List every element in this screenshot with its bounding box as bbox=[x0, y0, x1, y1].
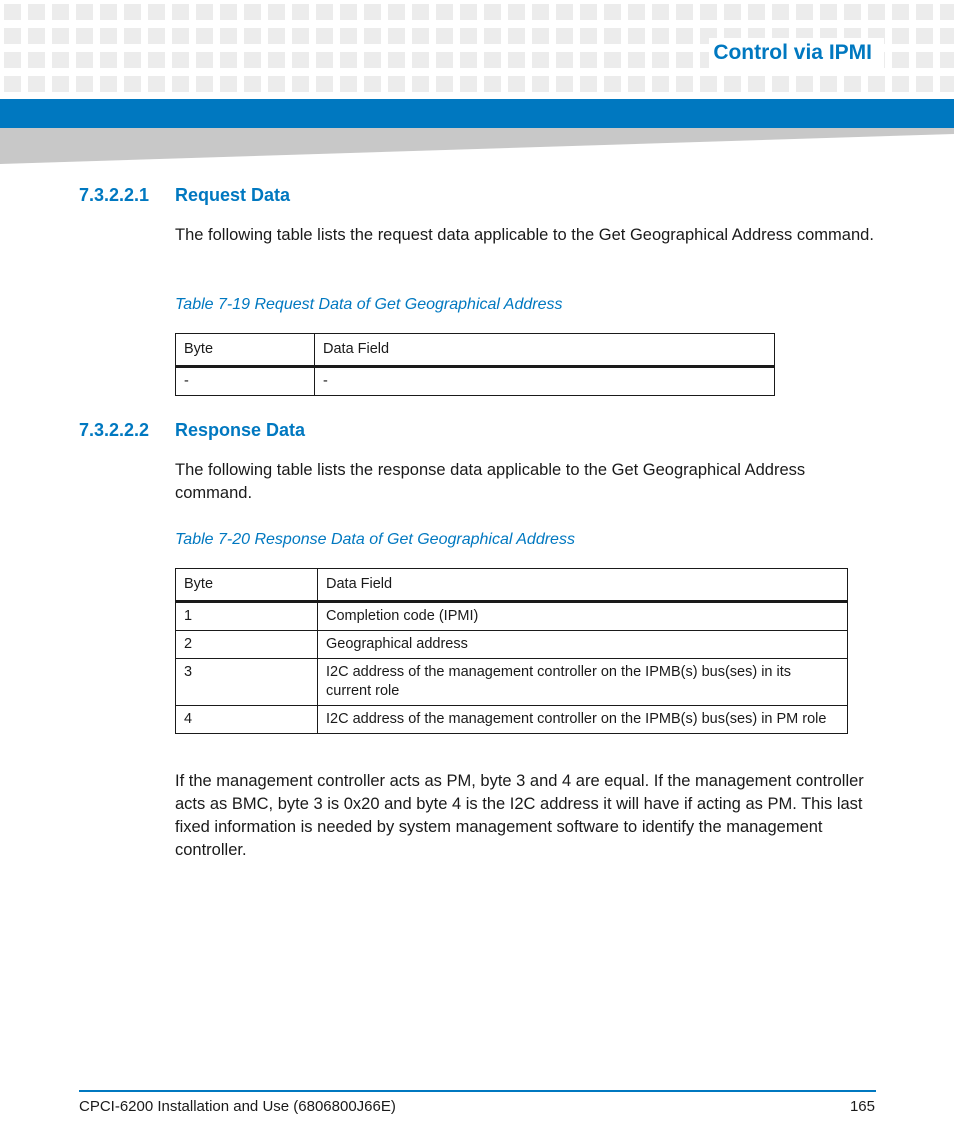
header-pattern-cell bbox=[76, 76, 93, 92]
header-pattern-cell bbox=[28, 28, 45, 44]
request-intro-paragraph: The following table lists the request data applicable to the Get Geographical Address command. bbox=[175, 226, 874, 244]
header-pattern-cell bbox=[124, 4, 141, 20]
header-pattern-cell bbox=[340, 28, 357, 44]
header-pattern-cell bbox=[28, 76, 45, 92]
header-pattern-cell bbox=[148, 76, 165, 92]
header-pattern-cell bbox=[940, 4, 954, 20]
header-pattern-cell bbox=[4, 28, 21, 44]
header-pattern-cell bbox=[820, 76, 837, 92]
header-pattern-cell bbox=[340, 52, 357, 68]
header-pattern-cell bbox=[724, 4, 741, 20]
header-pattern-cell bbox=[244, 28, 261, 44]
table-cell-data-field: Completion code (IPMI) bbox=[318, 602, 848, 631]
header-pattern-cell bbox=[508, 4, 525, 20]
header-pattern-cell bbox=[220, 4, 237, 20]
header-pattern-cell bbox=[508, 28, 525, 44]
header-pattern-cell bbox=[652, 28, 669, 44]
header-pattern-cell bbox=[76, 4, 93, 20]
header-pattern-cell bbox=[340, 76, 357, 92]
header-pattern-cell bbox=[292, 4, 309, 20]
header-pattern-cell bbox=[484, 28, 501, 44]
table-caption-request: Table 7-19 Request Data of Get Geographical Address bbox=[175, 296, 563, 313]
header-pattern-cell bbox=[436, 76, 453, 92]
header-pattern-cell bbox=[124, 52, 141, 68]
header-pattern-cell bbox=[604, 52, 621, 68]
header-pattern-cell bbox=[412, 4, 429, 20]
header-pattern-cell bbox=[892, 52, 909, 68]
header-pattern-cell bbox=[340, 4, 357, 20]
header-pattern-cell bbox=[580, 4, 597, 20]
header-pattern-cell bbox=[148, 52, 165, 68]
header-pattern-cell bbox=[796, 4, 813, 20]
header-pattern-cell bbox=[916, 76, 933, 92]
header-pattern-cell bbox=[724, 76, 741, 92]
header-pattern-cell bbox=[244, 76, 261, 92]
header-pattern-cell bbox=[124, 76, 141, 92]
header-pattern-cell bbox=[220, 76, 237, 92]
header-pattern-cell bbox=[484, 52, 501, 68]
header-pattern-cell bbox=[268, 52, 285, 68]
header-pattern-cell bbox=[172, 76, 189, 92]
header-pattern-cell bbox=[4, 76, 21, 92]
table-caption-response: Table 7-20 Response Data of Get Geographical Address bbox=[175, 531, 575, 548]
table-cell-byte: 4 bbox=[176, 706, 318, 734]
section-number: 7.3.2.2.2 bbox=[79, 420, 150, 440]
header-pattern-cell bbox=[460, 76, 477, 92]
table-cell-byte: 3 bbox=[176, 659, 318, 706]
footer-document-title: CPCI-6200 Installation and Use (6806800J66E) bbox=[79, 1098, 396, 1115]
header-pattern-cell bbox=[196, 4, 213, 20]
header-pattern-cell bbox=[676, 52, 693, 68]
header-pattern-cell bbox=[652, 52, 669, 68]
table-row bbox=[176, 706, 848, 734]
header-pattern-cell bbox=[244, 4, 261, 20]
header-pattern-cell bbox=[364, 52, 381, 68]
header-pattern-cell bbox=[676, 4, 693, 20]
header-pattern-cell bbox=[28, 4, 45, 20]
header-pattern-cell bbox=[628, 28, 645, 44]
column-header-data-field: Data Field bbox=[318, 569, 848, 602]
header-pattern-cell bbox=[628, 76, 645, 92]
header-pattern-cell bbox=[676, 28, 693, 44]
header-pattern-cell bbox=[460, 52, 477, 68]
header-pattern-cell bbox=[4, 52, 21, 68]
closing-paragraph: If the management controller acts as PM, byte 3 and 4 are equal. If the management controller acts as BMC, byte 3 is 0x20 and byte 4 is the I2C address it will have if acting as PM. This last fixed information is needed by system management software to identify the management controller. bbox=[175, 772, 864, 859]
header-pattern-cell bbox=[148, 28, 165, 44]
header-pattern-cell bbox=[940, 52, 954, 68]
header-pattern-cell bbox=[388, 4, 405, 20]
header-pattern-cell bbox=[460, 28, 477, 44]
table-row bbox=[176, 602, 848, 631]
table-cell-data-field: - bbox=[315, 367, 775, 396]
section-title: Response Data bbox=[175, 420, 306, 440]
header-pattern-cell bbox=[604, 28, 621, 44]
header-pattern-cell bbox=[844, 76, 861, 92]
header-pattern-cell bbox=[868, 4, 885, 20]
header-pattern-cell bbox=[892, 76, 909, 92]
page-number: 165 bbox=[849, 1098, 875, 1115]
header-pattern-cell bbox=[172, 4, 189, 20]
header-pattern-cell bbox=[700, 76, 717, 92]
section-heading-request-data bbox=[79, 185, 290, 206]
header-pattern-cell bbox=[580, 52, 597, 68]
section-number: 7.3.2.2.1 bbox=[79, 185, 150, 205]
header-pattern-cell bbox=[436, 28, 453, 44]
header-pattern-cell bbox=[412, 76, 429, 92]
table-header-row bbox=[176, 334, 775, 367]
header-pattern-cell bbox=[28, 52, 45, 68]
header-pattern-cell bbox=[412, 52, 429, 68]
header-pattern-cell bbox=[316, 4, 333, 20]
footer-rule bbox=[79, 1090, 876, 1092]
header-pattern-cell bbox=[364, 76, 381, 92]
table-cell-data-field: Geographical address bbox=[318, 631, 848, 659]
header-pattern-cell bbox=[196, 52, 213, 68]
header-pattern-cell bbox=[268, 76, 285, 92]
header-pattern-cell bbox=[892, 4, 909, 20]
header-pattern-cell bbox=[748, 76, 765, 92]
header-pattern-cell bbox=[436, 4, 453, 20]
header-pattern-cell bbox=[196, 28, 213, 44]
table-cell-byte: 1 bbox=[176, 602, 318, 631]
column-header-data-field: Data Field bbox=[315, 334, 775, 367]
header-pattern-cell bbox=[532, 52, 549, 68]
header-band bbox=[0, 99, 954, 128]
section-heading-response-data bbox=[79, 420, 305, 441]
table-row bbox=[176, 367, 775, 396]
header-pattern-cell bbox=[460, 4, 477, 20]
header-pattern-cell bbox=[820, 4, 837, 20]
column-header-byte: Byte bbox=[176, 334, 315, 367]
section-title: Request Data bbox=[175, 185, 291, 205]
header-pattern-cell bbox=[172, 52, 189, 68]
header-pattern-cell bbox=[52, 28, 69, 44]
header-pattern-cell bbox=[52, 52, 69, 68]
table-cell-data-field: I2C address of the management controller on the IPMB(s) bus(ses) in PM role bbox=[318, 706, 848, 734]
header-pattern-cell bbox=[220, 28, 237, 44]
header-pattern-cell bbox=[292, 28, 309, 44]
header-pattern-cell bbox=[100, 28, 117, 44]
header-pattern-cell bbox=[940, 76, 954, 92]
response-data-table bbox=[175, 568, 848, 734]
header-pattern-cell bbox=[580, 76, 597, 92]
header-pattern-cell bbox=[364, 28, 381, 44]
header-pattern-cell bbox=[484, 76, 501, 92]
header-pattern-cell bbox=[220, 52, 237, 68]
header-pattern-cell bbox=[100, 4, 117, 20]
header-pattern-cell bbox=[556, 52, 573, 68]
request-data-table bbox=[175, 333, 775, 396]
header-pattern-cell bbox=[580, 28, 597, 44]
header-pattern-cell bbox=[148, 4, 165, 20]
response-intro-paragraph: The following table lists the response data applicable to the Get Geographical Address command. bbox=[175, 461, 806, 502]
header-pattern-cell bbox=[268, 4, 285, 20]
header-pattern-cell bbox=[652, 4, 669, 20]
header-pattern-cell bbox=[532, 4, 549, 20]
header-pattern-cell bbox=[796, 76, 813, 92]
header-pattern-cell bbox=[868, 76, 885, 92]
header-pattern-cell bbox=[412, 28, 429, 44]
header-pattern-cell bbox=[508, 76, 525, 92]
header-pattern-cell bbox=[172, 28, 189, 44]
header-pattern-cell bbox=[556, 4, 573, 20]
header-pattern-cell bbox=[52, 76, 69, 92]
header-pattern-cell bbox=[364, 4, 381, 20]
header-pattern-cell bbox=[556, 28, 573, 44]
table-row bbox=[176, 659, 848, 706]
table-header-row bbox=[176, 569, 848, 602]
header-pattern-cell bbox=[700, 4, 717, 20]
header-pattern-cell bbox=[76, 28, 93, 44]
header-pattern-cell bbox=[940, 28, 954, 44]
column-header-byte: Byte bbox=[176, 569, 318, 602]
header-pattern-cell bbox=[316, 76, 333, 92]
table-cell-byte: 2 bbox=[176, 631, 318, 659]
table-cell-byte: - bbox=[176, 367, 315, 396]
table-cell-data-field: I2C address of the management controller on the IPMB(s) bus(ses) in its current role bbox=[318, 659, 848, 706]
header-pattern-cell bbox=[268, 28, 285, 44]
header-pattern-cell bbox=[196, 76, 213, 92]
header-pattern-cell bbox=[892, 28, 909, 44]
table-row bbox=[176, 631, 848, 659]
header-pattern-cell bbox=[388, 76, 405, 92]
header-pattern-cell bbox=[436, 52, 453, 68]
header-pattern-cell bbox=[100, 76, 117, 92]
header-pattern-cell bbox=[604, 76, 621, 92]
header-pattern-cell bbox=[508, 52, 525, 68]
header-pattern-cell bbox=[124, 28, 141, 44]
header-pattern-cell bbox=[292, 52, 309, 68]
header-pattern-cell bbox=[388, 28, 405, 44]
header-pattern-cell bbox=[484, 4, 501, 20]
header-pattern-cell bbox=[316, 52, 333, 68]
header-pattern-cell bbox=[772, 76, 789, 92]
header-pattern-cell bbox=[916, 52, 933, 68]
header-pattern-cell bbox=[628, 52, 645, 68]
header-pattern-cell bbox=[652, 76, 669, 92]
header-pattern-cell bbox=[772, 4, 789, 20]
header-pattern-cell bbox=[388, 52, 405, 68]
header-pattern-cell bbox=[748, 4, 765, 20]
header-pattern-cell bbox=[244, 52, 261, 68]
header-pattern-cell bbox=[532, 76, 549, 92]
header-pattern-cell bbox=[844, 4, 861, 20]
header-pattern-cell bbox=[532, 28, 549, 44]
header-shadow-wedge bbox=[0, 128, 954, 164]
header-pattern-cell bbox=[676, 76, 693, 92]
header-pattern-cell bbox=[916, 4, 933, 20]
header-pattern-cell bbox=[76, 52, 93, 68]
header-pattern-cell bbox=[4, 4, 21, 20]
header-pattern-cell bbox=[916, 28, 933, 44]
header-pattern-cell bbox=[292, 76, 309, 92]
header-pattern-cell bbox=[628, 4, 645, 20]
header-pattern-cell bbox=[556, 76, 573, 92]
header-pattern-cell bbox=[604, 4, 621, 20]
header-pattern-cell bbox=[316, 28, 333, 44]
page-header-title: Control via IPMI bbox=[713, 41, 872, 64]
header-pattern-cell bbox=[52, 4, 69, 20]
header-pattern-cell bbox=[100, 52, 117, 68]
